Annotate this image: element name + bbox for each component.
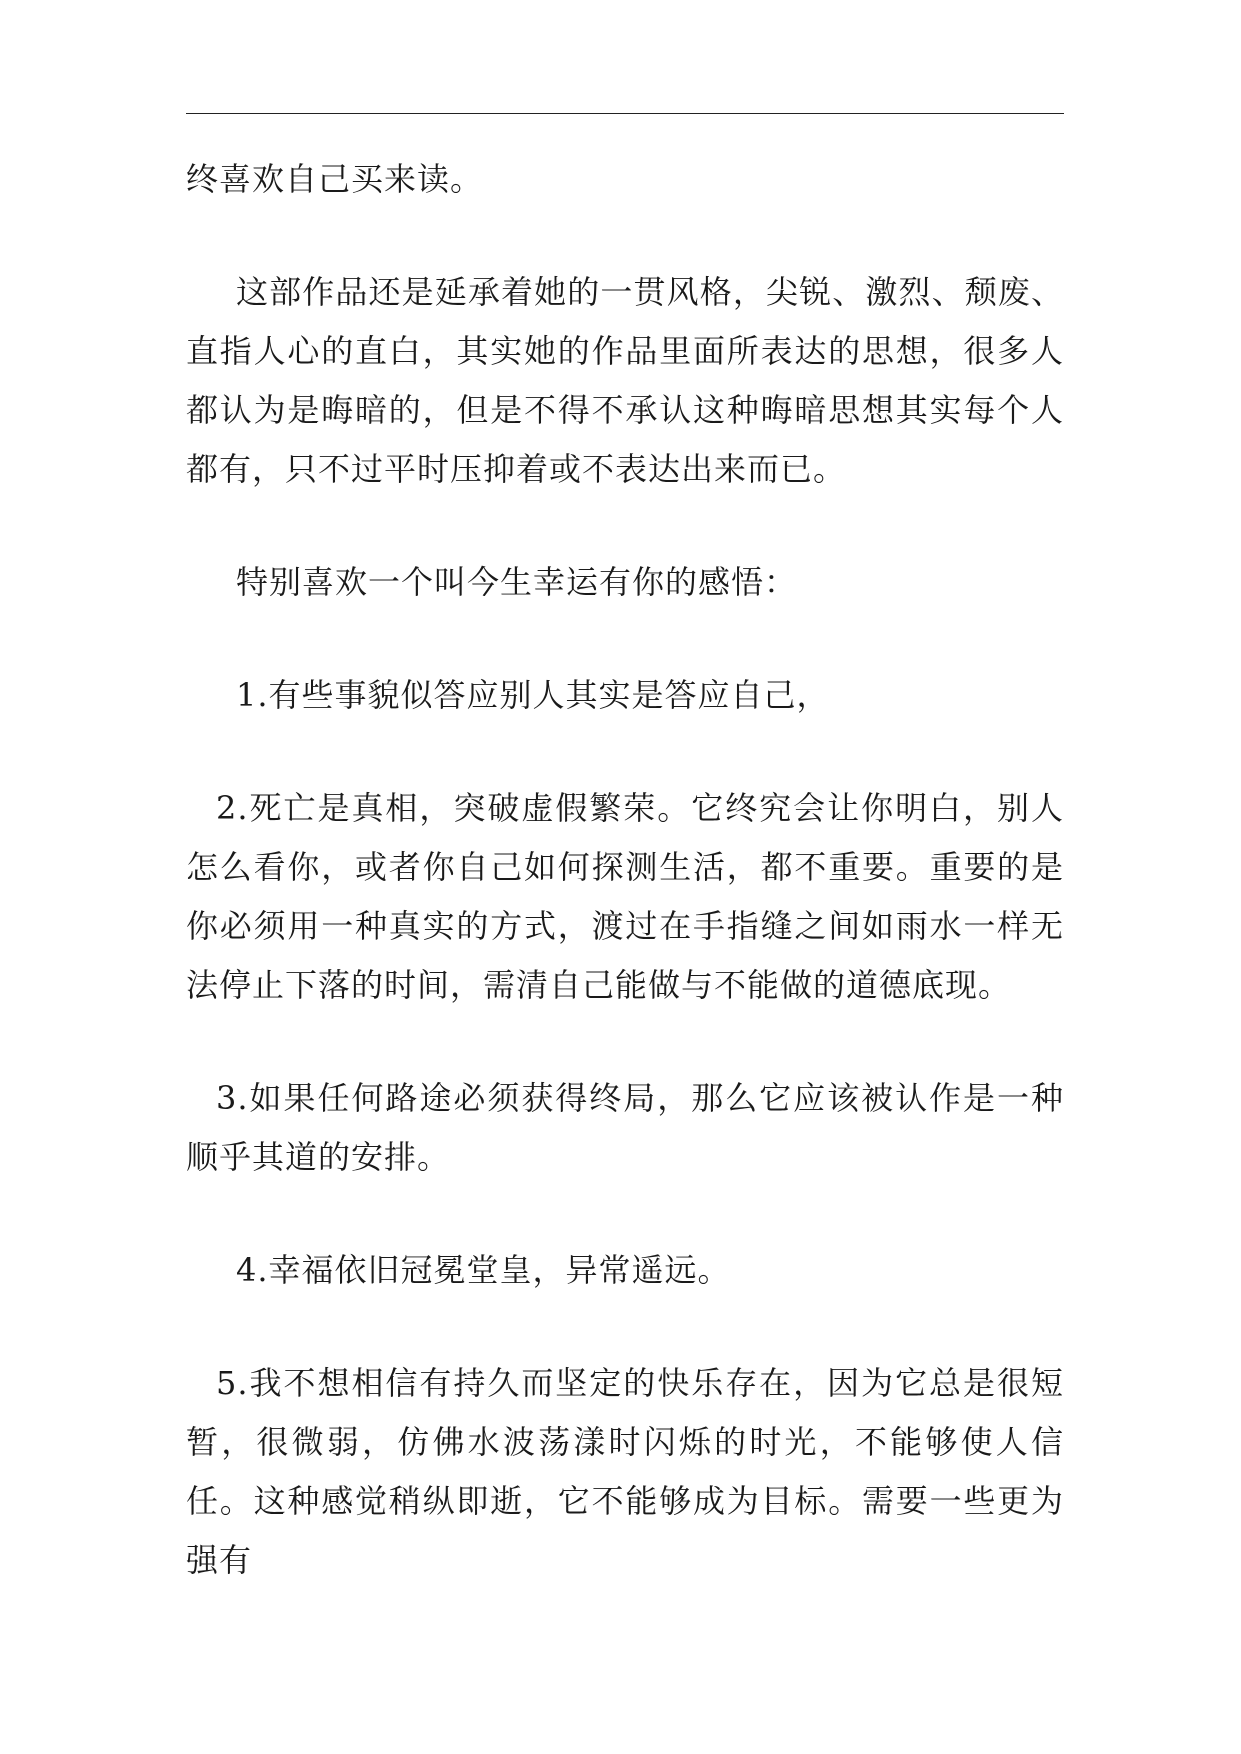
list-item-1: 1.有些事貌似答应别人其实是答应自己， (236, 676, 830, 714)
header-rule (186, 113, 1064, 114)
list-item-4: 4.幸福依旧冠冕堂皇，异常遥远。 (236, 1251, 731, 1289)
paragraph-continuation: 终喜欢自己买来读。 (186, 160, 484, 198)
paragraph-intro-quotes: 特别喜欢一个叫今生幸运有你的感悟： (236, 563, 798, 601)
document-body (186, 150, 1064, 1590)
paragraph-style-commentary: 这部作品还是延承着她的一贯风格，尖锐、激烈、颓废、直指人心的直白，其实她的作品里面所表达的思想，很多人都认为是晦暗的，但是不得不承认这种晦暗思想其实每个人都有，只不过平时压抑着或不表达出来而已。 (186, 273, 1064, 488)
list-item-2: 2.死亡是真相，突破虚假繁荣。它终究会让你明白，别人怎么看你，或者你自己如何探测生活，都不重要。重要的是你必须用一种真实的方式，渡过在手指缝之间如雨水一样无法停止下落的时间，需清自己能做与不能做的道德底现。 (186, 789, 1064, 1004)
list-item-3: 3.如果任何路途必须获得终局，那么它应该被认作是一种顺乎其道的安排。 (186, 1079, 1064, 1176)
list-item-5: 5.我不想相信有持久而坚定的快乐存在，因为它总是很短暂，很微弱，仿佛水波荡漾时闪烁的时光，不能够使人信任。这种感觉稍纵即逝，它不能够成为目标。需要一些更为强有 (186, 1364, 1064, 1579)
